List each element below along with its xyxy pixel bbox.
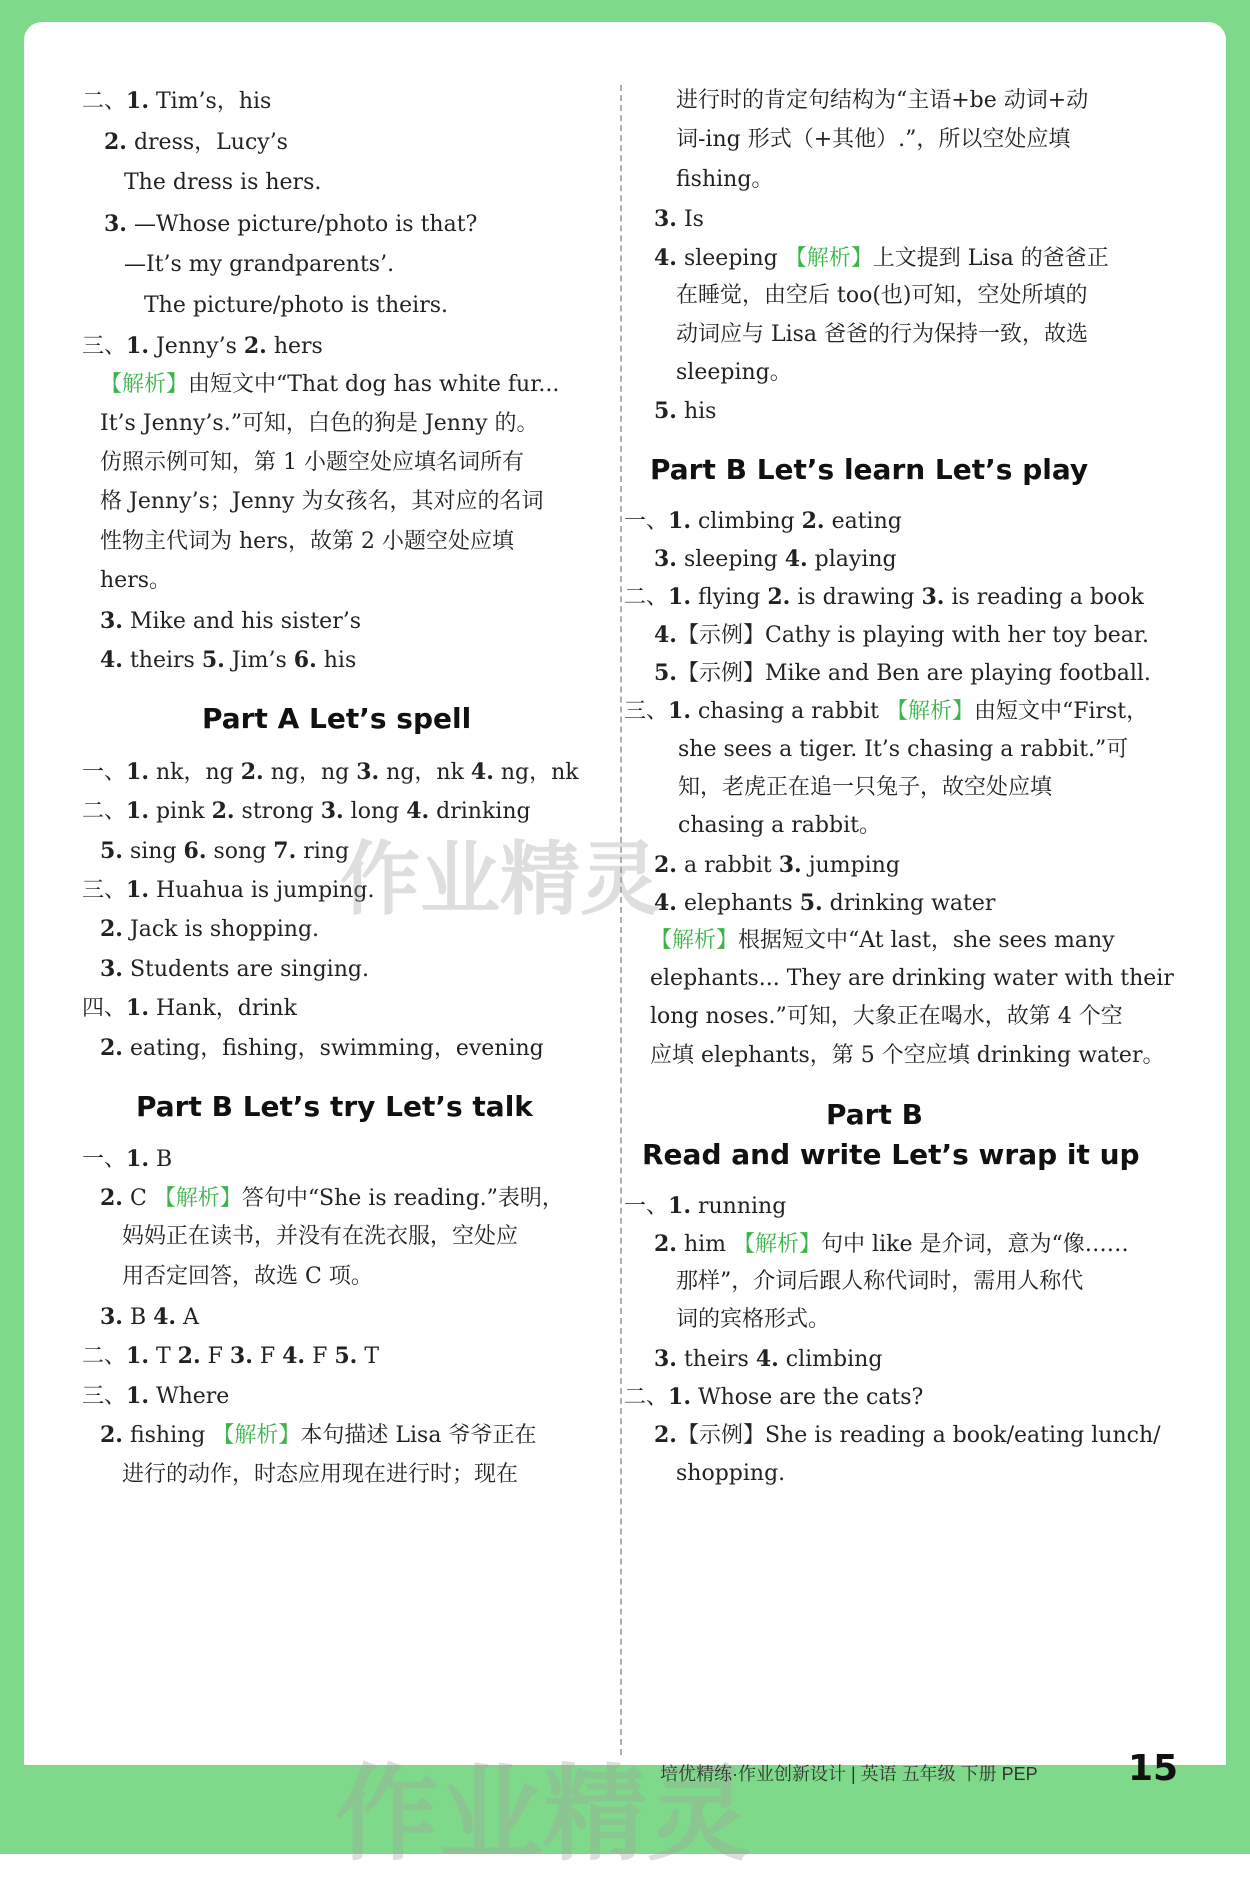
section-heading: Part B	[826, 1098, 923, 1131]
answer-line: 二、1. Whose are the cats?	[624, 1384, 924, 1410]
analysis-tag: 【解析】	[784, 246, 873, 271]
answer-line: —It’s my grandparents’.	[124, 252, 395, 277]
analysis-line: 妈妈正在读书，并没有在洗衣服，空处应	[122, 1224, 519, 1249]
answer-line: 三、1. chasing a rabbit 【解析】由短文中“First，	[624, 698, 1149, 724]
page-frame-right	[1226, 0, 1250, 1854]
answer-line: 4. theirs 5. Jim’s 6. his	[100, 647, 357, 673]
analysis-line: 格 Jenny’s；Jenny 为女孩名，其对应的名词	[100, 489, 544, 514]
analysis-line: 动词应与 Lisa 爸爸的行为保持一致，故选	[676, 322, 1089, 347]
answer-line: 三、1. Huahua is jumping.	[82, 877, 375, 903]
answer-line: 3. theirs 4. climbing	[654, 1346, 883, 1372]
answer-line: The dress is hers.	[124, 170, 322, 195]
analysis-line: 性物主代词为 hers，故第 2 小题空处应填	[100, 529, 514, 554]
answer-line: shopping.	[676, 1461, 786, 1486]
answer-line: 2. a rabbit 3. jumping	[654, 852, 900, 878]
analysis-tag: 【解析】	[212, 1423, 301, 1448]
answer-line: 二、1. flying 2. is drawing 3. is reading a book	[624, 584, 1144, 610]
answer-line: 3. Mike and his sister’s	[100, 608, 361, 634]
answer-line: The picture/photo is theirs.	[144, 293, 449, 318]
analysis-line: fishing。	[676, 167, 774, 192]
analysis-line: chasing a rabbit。	[678, 813, 881, 838]
analysis-line: hers。	[100, 568, 171, 593]
page-frame-left	[0, 0, 24, 1854]
analysis-line: 知，老虎正在追一只兔子，故空处应填	[678, 775, 1053, 800]
answer-line: 2. eating，fishing，swimming，evening	[100, 1035, 544, 1061]
analysis-line: 进行的动作，时态应用现在进行时；现在	[122, 1462, 519, 1487]
answer-line: 二、1. T 2. F 3. F 4. F 5. T	[82, 1343, 379, 1369]
answer-line: 4. sleeping 【解析】上文提到 Lisa 的爸爸正	[654, 245, 1109, 271]
answer-line: 5.【示例】Mike and Ben are playing football.	[654, 660, 1151, 686]
section-heading: Part B Let’s try Let’s talk	[136, 1090, 533, 1123]
watermark-text: 作业精灵	[340, 833, 660, 926]
analysis-line: elephants... They are drinking water with their	[650, 966, 1174, 991]
answer-line: 2. Jack is shopping.	[100, 916, 320, 942]
answer-line: 2. fishing 【解析】本句描述 Lisa 爷爷正在	[100, 1422, 537, 1448]
answer-line: 4.【示例】Cathy is playing with her toy bear.	[654, 622, 1150, 648]
answer-line: 3. Is	[654, 206, 704, 232]
answer-line: 5. sing 6. song 7. ring	[100, 838, 350, 864]
answer-line: 2.【示例】She is reading a book/eating lunch/	[654, 1422, 1161, 1448]
answer-line: 3. —Whose picture/photo is that?	[104, 211, 478, 237]
answer-line: 2. him 【解析】句中 like 是介词，意为“像……	[654, 1231, 1129, 1257]
analysis-line: 【解析】由短文中“That dog has white fur...	[100, 372, 560, 397]
analysis-line: 词的宾格形式。	[676, 1307, 831, 1332]
analysis-line: 【解析】根据短文中“At last，she sees many	[650, 928, 1115, 953]
answer-line: 3. B 4. A	[100, 1304, 199, 1330]
footer-book-title: 培优精练·作业创新设计 | 英语 五年级 下册 PEP	[660, 1764, 1038, 1784]
answer-line: 一、1. running	[624, 1193, 787, 1219]
answer-line: 3. Students are singing.	[100, 956, 369, 982]
analysis-tag: 【解析】	[733, 1232, 822, 1257]
answer-line: 四、1. Hank，drink	[82, 995, 297, 1021]
section-heading: Read and write Let’s wrap it up	[642, 1138, 1140, 1171]
section-heading: Part A Let’s spell	[202, 702, 472, 735]
analysis-line: 用否定回答，故选 C 项。	[122, 1264, 373, 1289]
answer-line: 二、1. pink 2. strong 3. long 4. drinking	[82, 798, 531, 824]
answer-line: 一、1. climbing 2. eating	[624, 508, 902, 534]
analysis-line: 在睡觉，由空后 too(也)可知，空处所填的	[676, 283, 1088, 308]
page-number: 15	[1128, 1748, 1179, 1789]
analysis-tag: 【解析】	[100, 372, 189, 397]
analysis-line: she sees a tiger. It’s chasing a rabbit.”可	[678, 737, 1129, 762]
answer-line: 三、1. Where	[82, 1383, 230, 1409]
answer-line: 2. dress，Lucy’s	[104, 129, 288, 155]
analysis-tag: 【解析】	[153, 1186, 242, 1211]
analysis-line: 词-ing 形式（+其他）.”，所以空处应填	[676, 127, 1071, 152]
analysis-line: 仿照示例可知，第 1 小题空处应填名词所有	[100, 450, 524, 475]
analysis-tag: 【解析】	[650, 928, 739, 953]
analysis-line: sleeping。	[676, 360, 792, 385]
answer-line: 二、1. Tim’s，his	[82, 88, 272, 114]
analysis-line: long noses.”可知，大象正在喝水，故第 4 个空	[650, 1004, 1123, 1029]
answer-line: 2. C 【解析】答句中“She is reading.”表明，	[100, 1185, 564, 1211]
watermark-text: 作业精灵	[335, 1753, 752, 1875]
answer-line: 一、1. nk，ng 2. ng，ng 3. ng，nk 4. ng，nk	[82, 759, 579, 785]
answer-line: 3. sleeping 4. playing	[654, 546, 897, 572]
answer-line: 一、1. B	[82, 1146, 173, 1172]
analysis-line: 那样”，介词后跟人称代词时，需用人称代	[676, 1269, 1084, 1294]
answer-line: 5. his	[654, 398, 717, 424]
analysis-line: 应填 elephants，第 5 个空应填 drinking water。	[650, 1043, 1165, 1068]
analysis-line: It’s Jenny’s.”可知，白色的狗是 Jenny 的。	[100, 411, 539, 436]
analysis-tag: 【解析】	[885, 699, 974, 724]
answer-line: 4. elephants 5. drinking water	[654, 890, 996, 916]
analysis-line: 进行时的肯定句结构为“主语+be 动词+动	[676, 88, 1089, 113]
answer-line: 三、1. Jenny’s 2. hers	[82, 333, 323, 359]
section-heading: Part B Let’s learn Let’s play	[650, 453, 1089, 486]
